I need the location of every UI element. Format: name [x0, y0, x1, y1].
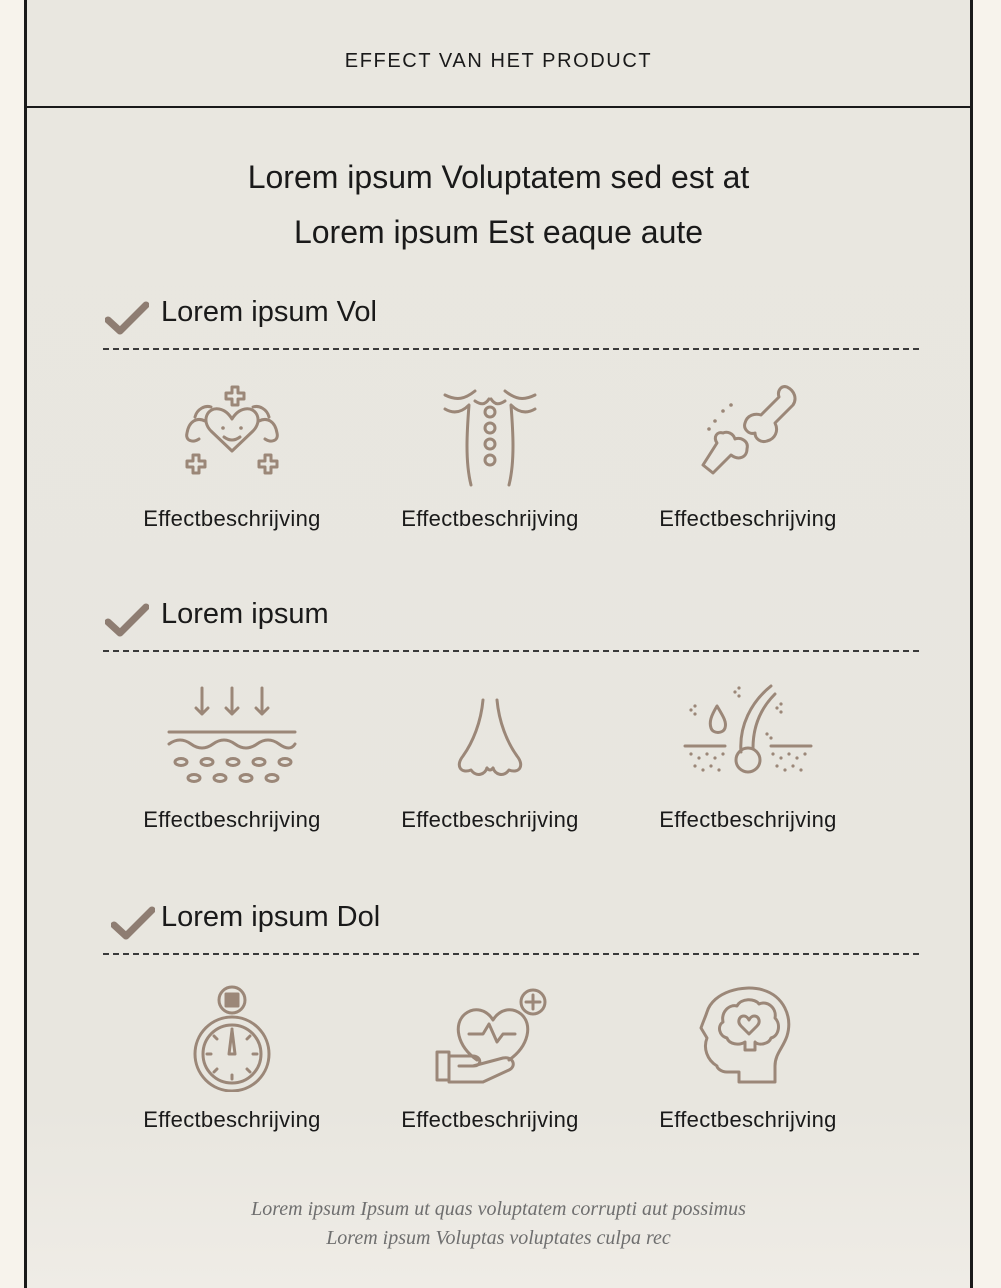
effect-label: Effectbeschrijving — [143, 506, 321, 531]
section-header-3 — [103, 893, 919, 955]
skin-layers-icon — [167, 682, 297, 792]
effect-item — [103, 982, 361, 1152]
effect-item — [103, 682, 361, 852]
effect-label: Effectbeschrijving — [659, 807, 837, 832]
intro-line-1: Lorem ipsum Voluptatem sed est at — [247, 159, 750, 195]
checkmark-icon — [105, 602, 149, 638]
brain-heart-icon — [683, 982, 813, 1092]
section-header-1 — [103, 288, 919, 350]
page-header — [27, 0, 970, 108]
effect-label: Effectbeschrijving — [401, 506, 579, 531]
heart-hand-icon — [425, 982, 555, 1092]
checkmark-icon — [105, 300, 149, 336]
effect-item — [361, 982, 619, 1152]
stopwatch-icon — [167, 982, 297, 1092]
effect-item — [619, 381, 877, 551]
effect-row-1 — [103, 381, 919, 551]
nose-icon — [425, 682, 555, 792]
page-frame — [24, 0, 973, 1288]
section-title-1: Lorem ipsum Vol — [161, 296, 377, 328]
footer-line-1: Lorem ipsum Ipsum ut quas voluptatem corrupti aut possimus — [251, 1198, 746, 1220]
effect-item — [619, 682, 877, 852]
hair-follicle-icon — [683, 682, 813, 792]
effect-label: Effectbeschrijving — [143, 1107, 321, 1132]
effect-item — [361, 381, 619, 551]
effect-item — [103, 381, 361, 551]
spine-icon — [425, 381, 555, 491]
effect-item — [361, 682, 619, 852]
header-title: EFFECT VAN HET PRODUCT — [344, 49, 653, 72]
effect-label: Effectbeschrijving — [401, 1107, 579, 1132]
heart-muscle-icon — [167, 381, 297, 491]
joint-bone-icon — [683, 381, 813, 491]
section-title-3: Lorem ipsum Dol — [161, 901, 381, 933]
effect-label: Effectbeschrijving — [659, 1107, 837, 1132]
effect-label: Effectbeschrijving — [401, 807, 579, 832]
intro-text — [27, 150, 970, 260]
effect-label: Effectbeschrijving — [143, 807, 321, 832]
footer-line-2: Lorem ipsum Voluptas voluptates culpa rec — [326, 1227, 671, 1249]
effect-row-2 — [103, 682, 919, 852]
section-header-2 — [103, 590, 919, 652]
checkmark-icon — [111, 905, 155, 941]
intro-line-2: Lorem ipsum Est eaque aute — [293, 214, 704, 250]
effect-row-3 — [103, 982, 919, 1152]
section-title-2: Lorem ipsum — [161, 598, 329, 630]
effect-label: Effectbeschrijving — [659, 506, 837, 531]
effect-item — [619, 982, 877, 1152]
footer-note — [27, 1195, 970, 1253]
